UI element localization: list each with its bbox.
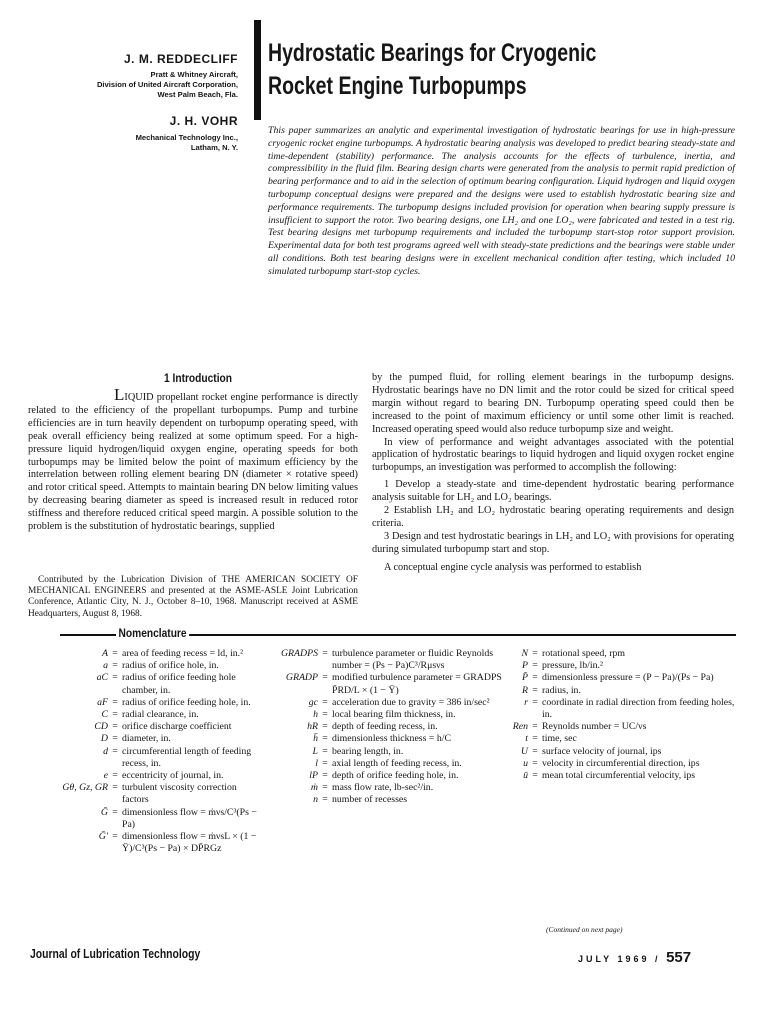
issue-info xyxy=(578,949,691,966)
nomenclature-definition: velocity in circumferential direction, ips xyxy=(542,757,700,769)
nomenclature-entry xyxy=(40,721,258,733)
right-paragraph: A conceptual engine cycle analysis was performed to establish xyxy=(384,561,642,573)
nomenclature-entry xyxy=(40,697,258,709)
nomenclature-symbol: U xyxy=(520,745,528,757)
nomenclature-symbol: P̄ xyxy=(522,672,528,684)
nomenclature-definition: acceleration due to gravity = 386 in/sec² xyxy=(332,696,490,708)
nomenclature-symbol: GRADPS xyxy=(280,648,318,659)
nomenclature-symbol: r xyxy=(524,696,528,708)
nomenclature-entry xyxy=(506,660,736,672)
nomenclature-symbol: d xyxy=(103,745,108,757)
nomenclature-entry xyxy=(506,648,736,660)
nomenclature-symbol: ṁ xyxy=(310,782,318,794)
nomenclature-symbol: R xyxy=(522,684,528,696)
nomenclature-definition: radius of orifice feeding hole chamber, in. xyxy=(122,672,236,696)
equals-sign: = xyxy=(322,757,328,769)
nomenclature-column-3 xyxy=(506,648,736,782)
nomenclature-entry xyxy=(506,770,736,782)
equals-sign: = xyxy=(532,733,538,745)
nomenclature-definition: circumferential length of feeding recess, in. xyxy=(122,745,252,769)
nomenclature-column-2 xyxy=(262,648,502,807)
section-heading-introduction: 1 Introduction xyxy=(164,371,232,385)
nomenclature-definition: local bearing film thickness, in. xyxy=(332,709,456,721)
nomenclature-symbol: L xyxy=(312,745,318,757)
nomenclature-definition: Reynolds number = UC/νs xyxy=(542,721,647,733)
author-1-affiliation xyxy=(40,70,238,100)
nomenclature-symbol: n xyxy=(313,794,318,806)
nomenclature-symbol: P xyxy=(522,660,528,672)
equals-sign: = xyxy=(112,660,118,672)
nomenclature-symbol: Ren xyxy=(512,721,528,733)
journal-name: Journal of Lubrication Technology xyxy=(30,946,201,961)
nomenclature-entry xyxy=(40,648,258,660)
nomenclature-symbol: D xyxy=(100,733,108,745)
nomenclature-entry xyxy=(262,709,502,721)
equals-sign: = xyxy=(112,672,118,684)
equals-sign: = xyxy=(112,745,118,757)
equals-sign: = xyxy=(322,709,328,721)
nomenclature-definition: time, sec xyxy=(542,733,577,745)
nomenclature-entry xyxy=(506,685,736,697)
intro-right-column xyxy=(372,372,734,575)
nomenclature-definition: diameter, in. xyxy=(122,733,171,745)
nomenclature-symbol: hR xyxy=(307,721,318,733)
nomenclature-symbol: C xyxy=(101,709,108,721)
nomenclature-entry xyxy=(262,770,502,782)
nomenclature-definition: mass flow rate, lb-sec²/in. xyxy=(332,782,434,794)
nomenclature-definition: dimensionless thickness = h/C xyxy=(332,733,452,745)
dropcap-letter: L xyxy=(114,385,125,404)
equals-sign: = xyxy=(112,806,118,818)
nomenclature-entry xyxy=(262,721,502,733)
equals-sign: = xyxy=(322,745,328,757)
affiliation-line: West Palm Beach, Fla. xyxy=(157,90,238,99)
nomenclature-entry xyxy=(506,672,736,684)
nomenclature-symbol: a xyxy=(103,660,108,672)
equals-sign: = xyxy=(532,672,538,684)
nomenclature-entry xyxy=(262,672,502,696)
nomenclature-symbol: aC xyxy=(96,672,108,684)
nomenclature-symbol: e xyxy=(103,770,108,782)
equals-sign: = xyxy=(532,721,538,733)
affiliation-line: Latham, N. Y. xyxy=(190,143,238,152)
equals-sign: = xyxy=(112,709,118,721)
nomenclature-definition: dimensionless pressure = (P − Pa)/(Ps − Pa) xyxy=(542,672,714,684)
author-2-name: J. H. VOHR xyxy=(169,114,238,128)
intro-left-column xyxy=(28,385,358,534)
list-item: 2 Establish LH₂ and LO₂ hydrostatic bearing operating requirements and design criteria. xyxy=(372,505,734,529)
smallcaps-word: IQUID xyxy=(124,392,154,403)
nomenclature-definition: turbulence parameter or fluidic Reynolds number = (Ps − Pa)C³/Rμsνs xyxy=(332,648,494,672)
nomenclature-entry xyxy=(40,807,258,831)
abstract: This paper summarizes an analytic and experimental investigation of hydrostatic bearings for use in high-pressure cryogenic rocket engine turbopumps. A hydrostatic bearing analysis was developed to predict bearing steady-state and time-dependent (stability) performance. The analysis accounts for the effects of turbulence, inertia, and compressibility in the fluid film. Bearing design charts were generated from the analysis to permit rapid prediction of bearing performance and to aid in the selection of optimum bearing configuration. Liquid hydrogen and liquid oxygen turbopump conceptual designs were prepared and the designs were used to establish hydrostatic bearing size and performance requirements. The turbopump designs included provision for operation when bearing supply pressure is insufficient to support the rotor. Two bearing designs, one LH₂ and one LO₂, were fabricated and tested in a test rig. Test bearing designs met turbopump requirements and included the turbopump start-stop rotor support provision. Experimental data for both test programs agreed well with steady-state predictions and the bearings were stable under all conditions. Both test bearing designs were in excellent mechanical condition after testing, which included 10 simulated turbopump start-stop cycles. xyxy=(268,125,735,277)
nomenclature-definition: mean total circumferential velocity, ips xyxy=(542,770,696,782)
intro-paragraph-1 xyxy=(28,385,358,534)
equals-sign: = xyxy=(322,672,328,684)
affiliation-line: Mechanical Technology Inc., xyxy=(135,133,238,142)
nomenclature-definition: depth of orifice feeding hole, in. xyxy=(332,770,459,782)
nomenclature-definition: modified turbulence parameter = GRADPS P̄RD/L × (1 − Ȳ) xyxy=(332,672,502,696)
nomenclature-symbol: ū xyxy=(523,770,528,782)
nomenclature-symbol: Gθ, Gz, GR xyxy=(62,782,108,794)
right-paragraph: by the pumped fluid, for rolling element bearings in the turbopump designs. Hydrostatic bearings have no DN limit and the rotor could be sized for critical speed margin without regard to bearing DN. Turbopump operating speed could then be increased to the point of maximum efficiency or until some other limit is reached. Increased operating speed would also reduce turbopump size and weight. xyxy=(372,372,734,435)
continued-note: (Continued on next page) xyxy=(546,925,623,934)
nomenclature-definition: pressure, lb/in.² xyxy=(542,660,603,672)
nomenclature-entry xyxy=(262,758,502,770)
paper-title xyxy=(268,37,689,103)
nomenclature-entry xyxy=(40,709,258,721)
nomenclature-symbol: h̄ xyxy=(313,733,318,745)
nomenclature-symbol: gc xyxy=(308,696,318,708)
nomenclature-definition: orifice discharge coefficient xyxy=(122,721,232,733)
right-paragraph: In view of performance and weight advantages associated with the potential application of hydrostatic bearings to liquid hydrogen and liquid oxygen rocket engine turbopumps, an investigation was performed to accomplish the following: xyxy=(372,436,734,474)
nomenclature-symbol: h xyxy=(313,709,318,721)
nomenclature-entry xyxy=(262,648,502,672)
nomenclature-symbol: t xyxy=(525,733,528,745)
equals-sign: = xyxy=(532,660,538,672)
equals-sign: = xyxy=(322,733,328,745)
nomenclature-entry xyxy=(506,746,736,758)
nomenclature-entry xyxy=(262,733,502,745)
nomenclature-definition: eccentricity of journal, in. xyxy=(122,770,224,782)
nomenclature-definition: turbulent viscosity correction factors xyxy=(122,782,237,806)
nomenclature-symbol: u xyxy=(523,757,528,769)
nomenclature-entry xyxy=(506,733,736,745)
equals-sign: = xyxy=(532,684,538,696)
equals-sign: = xyxy=(532,696,538,708)
nomenclature-entry xyxy=(40,770,258,782)
issue-date: JULY 1969 / xyxy=(578,954,661,964)
equals-sign: = xyxy=(112,648,118,659)
nomenclature-entry xyxy=(262,746,502,758)
nomenclature-entry xyxy=(506,758,736,770)
equals-sign: = xyxy=(322,770,328,782)
nomenclature-symbol: lP xyxy=(309,770,318,782)
equals-sign: = xyxy=(532,757,538,769)
nomenclature-entry xyxy=(40,660,258,672)
nomenclature-definition: depth of feeding recess, in. xyxy=(332,721,438,733)
nomenclature-definition: number of recesses xyxy=(332,794,408,806)
nomenclature-entry xyxy=(40,746,258,770)
nomenclature-entry xyxy=(262,697,502,709)
page-number: 557 xyxy=(666,949,692,966)
footnote: Contributed by the Lubrication Division of THE AMERICAN SOCIETY OF MECHANICAL ENGINEERS and presented at the ASME-ASLE Joint Lubrication Conference, Atlantic City, N. J., October 8–10, 1968. Manuscript received at ASME Headquarters, August 8, 1968. xyxy=(28,575,358,619)
nomenclature-symbol: GRADP xyxy=(285,672,318,684)
nomenclature-definition: area of feeding recess = ld, in.² xyxy=(122,648,244,659)
affiliation-line: Pratt & Whitney Aircraft, xyxy=(150,70,238,79)
nomenclature-column-1 xyxy=(40,648,258,855)
equals-sign: = xyxy=(322,721,328,733)
equals-sign: = xyxy=(322,794,328,806)
title-line: Rocket Engine Turbopumps xyxy=(268,72,527,100)
equals-sign: = xyxy=(532,648,538,659)
nomenclature-definition: radial clearance, in. xyxy=(122,709,199,721)
equals-sign: = xyxy=(322,782,328,794)
nomenclature-entry xyxy=(506,697,736,721)
paragraph-text: propellant rocket engine performance is directly related to the efficiency of the propellant turbopumps. Pump and turbine efficiencies are in turn heavily dependent on turbopump operating speed, with peak overall efficiency being realized at some optimum speed. For a high-pressure liquid hydrogen/liquid oxygen engine, operating speeds for both turbopumps may be limited below the point of maximum efficiency by the interrelation between rolling element bearing DN (diameter × rotative speed) and rotor critical speed. Attempts to maintain bearing DN below limiting values by decreasing bearing diameter as speed is increased result in reduced rotor stiffness and therefore reduced critical speed margin. A possible solution to the problem is the substitution of hydrostatic bearings, supplied xyxy=(28,392,358,533)
nomenclature-symbol: CD xyxy=(94,721,108,733)
nomenclature-definition: bearing length, in. xyxy=(332,745,404,757)
equals-sign: = xyxy=(532,770,538,782)
list-item: 3 Design and test hydrostatic bearings in LH₂ and LO₂ with provisions for operating during simulated turbopump start and stop. xyxy=(372,530,734,555)
nomenclature-definition: radius of orifice feeding hole, in. xyxy=(122,696,251,708)
nomenclature-symbol: l xyxy=(315,757,318,769)
nomenclature-symbol: Ḡ′ xyxy=(98,831,108,843)
equals-sign: = xyxy=(322,648,328,659)
nomenclature-symbol: Ḡ xyxy=(100,806,108,818)
title-bar xyxy=(254,20,261,120)
nomenclature-definition: rotational speed, rpm xyxy=(542,648,625,659)
nomenclature-entry xyxy=(506,721,736,733)
equals-sign: = xyxy=(112,782,118,794)
equals-sign: = xyxy=(112,831,118,843)
nomenclature-symbol: N xyxy=(521,648,528,659)
nomenclature-entry xyxy=(40,782,258,806)
list-item: 1 Develop a steady-state and time-dependent hydrostatic bearing performance analysis suitable for LH₂ and LO₂ bearings. xyxy=(372,479,734,504)
nomenclature-entry xyxy=(40,831,258,855)
equals-sign: = xyxy=(112,696,118,708)
equals-sign: = xyxy=(322,696,328,708)
nomenclature-entry xyxy=(40,672,258,696)
author-1-name: J. M. REDDECLIFF xyxy=(123,52,238,66)
nomenclature-entry xyxy=(262,782,502,794)
equals-sign: = xyxy=(112,733,118,745)
nomenclature-entry xyxy=(262,794,502,806)
equals-sign: = xyxy=(112,721,118,733)
nomenclature-definition: radius of orifice hole, in. xyxy=(122,660,219,672)
equals-sign: = xyxy=(112,770,118,782)
nomenclature-heading: Nomenclature xyxy=(116,626,189,640)
affiliation-line: Division of United Aircraft Corporation, xyxy=(96,80,238,89)
nomenclature-definition: surface velocity of journal, ips xyxy=(542,745,662,757)
nomenclature-symbol: aF xyxy=(97,696,108,708)
nomenclature-definition: dimensionless flow = ṁνs/C³(Ps − Pa) xyxy=(122,806,257,830)
nomenclature-symbol: A xyxy=(102,648,108,659)
equals-sign: = xyxy=(532,745,538,757)
author-2-affiliation xyxy=(40,133,238,153)
nomenclature-entry xyxy=(40,733,258,745)
nomenclature-definition: dimensionless flow = ṁνsL × (1 − Ȳ)/C³(Ps − Pa) × DP̄RGz xyxy=(122,831,257,855)
nomenclature-definition: axial length of feeding recess, in. xyxy=(332,757,462,769)
title-line: Hydrostatic Bearings for Cryogenic xyxy=(268,39,597,67)
nomenclature-definition: radius, in. xyxy=(542,684,581,696)
nomenclature-definition: coordinate in radial direction from feeding holes, in. xyxy=(542,696,735,721)
